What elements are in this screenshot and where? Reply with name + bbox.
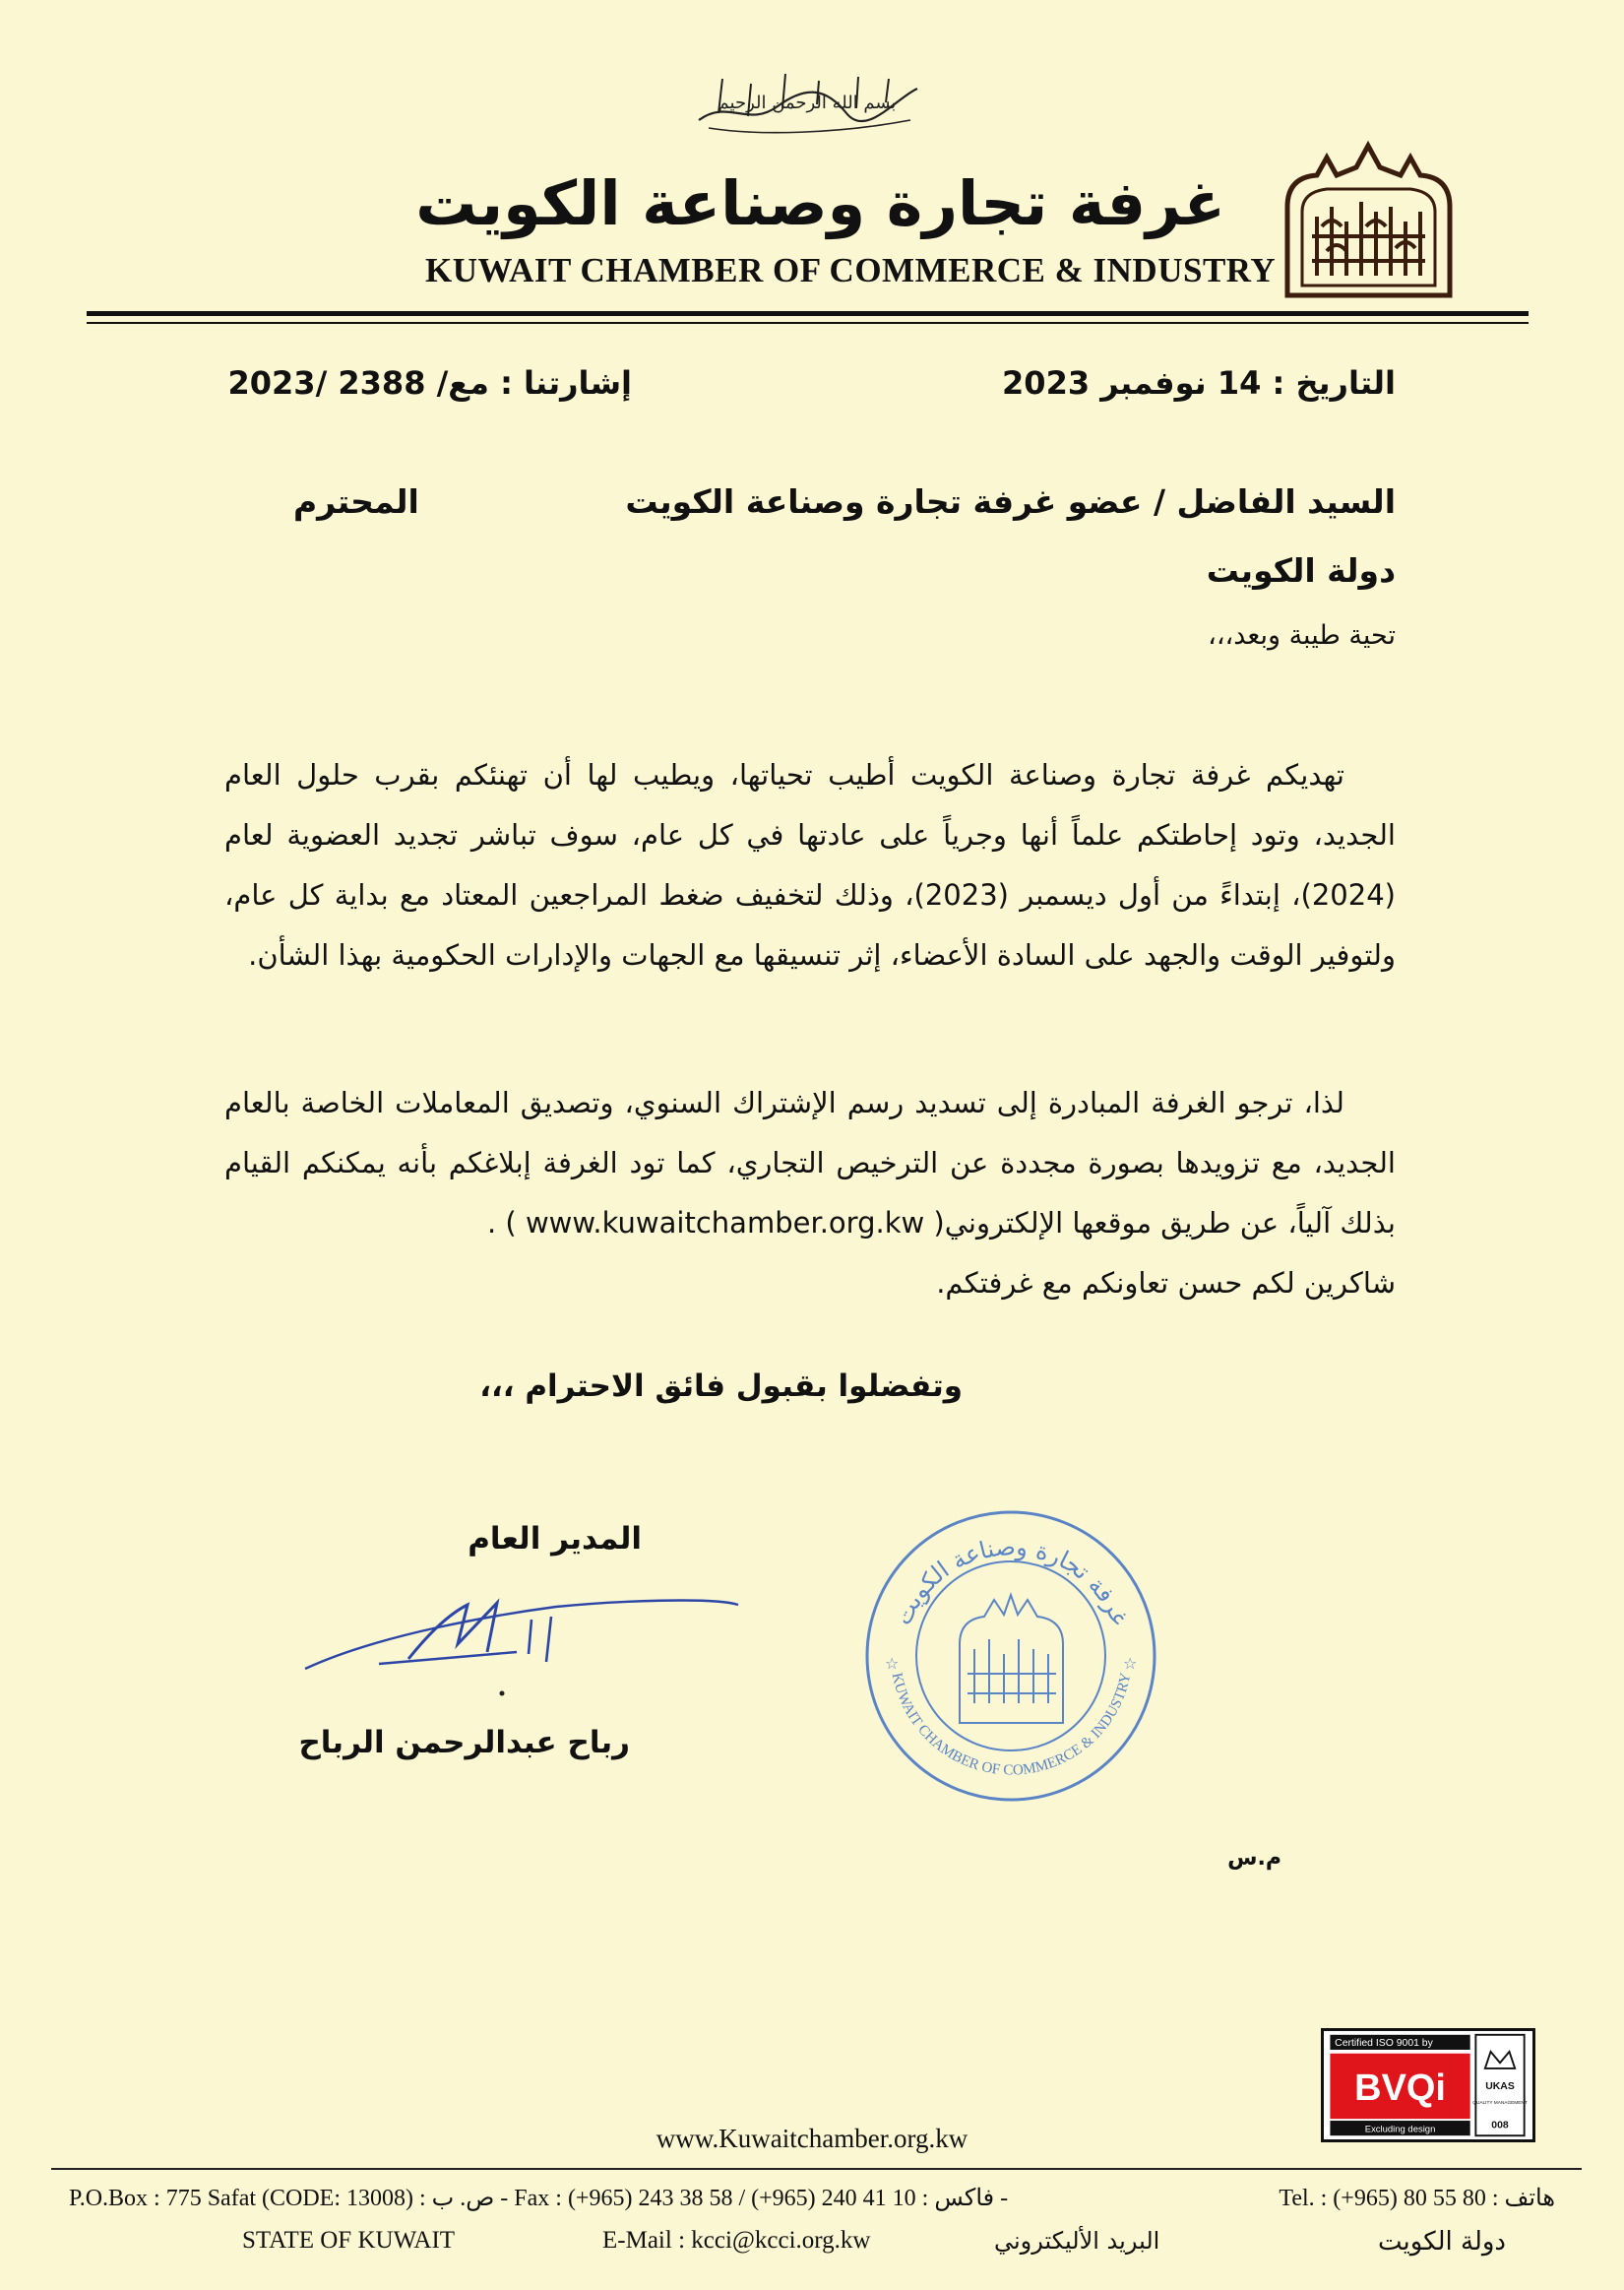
addressee-country: دولة الكويت [1206, 551, 1396, 590]
stamp-text-arabic: غرفة تجارة وصناعة الكويت [889, 1533, 1134, 1629]
greeting: تحية طيبة وبعد،،، [1208, 620, 1396, 651]
signatory-name: رباح عبدالرحمن الرباح [298, 1725, 630, 1760]
closing-line: وتفضلوا بقبول فائق الاحترام ،،، [479, 1368, 963, 1404]
typist-initials: م.س [1227, 1846, 1281, 1871]
letter-date [1002, 364, 1396, 402]
handwritten-signature [300, 1575, 743, 1713]
chamber-name-english: KUWAIT CHAMBER OF COMMERCE & INDUSTRY [425, 251, 1277, 289]
footer-country-arabic: دولة الكويت [1378, 2227, 1506, 2257]
stamp-emblem-icon [960, 1595, 1063, 1723]
stamp-text-english: KUWAIT CHAMBER OF COMMERCE & INDUSTRY [888, 1671, 1135, 1779]
signatory-title: المدير العام [468, 1521, 642, 1557]
reference-label: إشارتنا : مع/ [436, 364, 632, 402]
cert-ukas-text: UKAS [1485, 2080, 1515, 2092]
header-rule-thin [87, 322, 1529, 324]
cert-ukas-sub-text: QUALITY MANAGEMENT [1472, 2100, 1528, 2106]
stamp-star-icon: ☆ [885, 1654, 900, 1673]
body-thanks: شاكرين لكم حسن تعاونكم مع غرفتكم. [936, 1266, 1396, 1300]
letter-reference [228, 364, 633, 402]
body-paragraph-2-text: لذا، ترجو الغرفة المبادرة إلى تسديد رسم الإشتراك السنوي، وتصديق المعاملات الخاصة بالعام الجديد، مع تزويدها بصورة مجددة عن الترخيص التجاري، كما تود الغرفة إبلاغكم بأنه يمكنكم القيام بذلك آلياً، عن طريق موقعها الإلكتروني( www.kuwaitchamber.org.kw ) . [224, 1086, 1396, 1240]
cert-bottom-text: Excluding design [1364, 2124, 1436, 2135]
footer-telephone: Tel. : (+965) 80 55 80 : هاتف [1279, 2186, 1555, 2211]
date-label: التاريخ : [1272, 364, 1396, 402]
stamp-star-icon: ☆ [1123, 1654, 1138, 1673]
footer-website: www.Kuwaitchamber.org.kw [656, 2124, 968, 2153]
basmala-text: بسم الله الرحمن الرحيم [718, 93, 897, 113]
date-value: 14 نوفمبر 2023 [1002, 364, 1262, 402]
footer-email: E-Mail : kcci@kcci.org.kw [602, 2227, 871, 2254]
chamber-logo-icon [1268, 138, 1469, 300]
footer-email-label-arabic: البريد الأليكتروني [994, 2227, 1160, 2255]
addressee-salutation: السيد الفاضل / عضو غرفة تجارة وصناعة الكويت [625, 482, 1396, 521]
footer-pobox-fax: P.O.Box : 775 Safat (CODE: 13008) : ص. ب - Fax : (+965) 243 38 58 / (+965) 240 41 10 : فاكس - [69, 2186, 1009, 2211]
cert-ukas-number: 008 [1491, 2120, 1509, 2131]
basmala-calligraphy [689, 59, 925, 138]
addressee-respect: المحترم [293, 482, 419, 521]
cert-top-text: Certified ISO 9001 by [1335, 2038, 1433, 2050]
cert-brand-text: BVQi [1354, 2067, 1446, 2110]
chamber-name-arabic: غرفة تجارة وصناعة الكويت [415, 167, 1225, 239]
official-stamp [861, 1506, 1161, 1807]
body-paragraph-1: تهديكم غرفة تجارة وصناعة الكويت أطيب تحياتها، ويطيب لها أن تهنئكم بقرب حلول العام الجديد، وتود إحاطتكم علماً أنها وجرياً على عادتها في كل عام، سوف تباشر تجديد العضوية لعام (2024)، إبتداءً من أول ديسمبر (2023)، وذلك لتخفيف ضغط المراجعين المعتاد مع بداية كل عام، ولتوفير الوقت والجهد على السادة الأعضاء، إثر تنسيقها مع الجهات والإدارات الحكومية بهذا الشأن. [224, 758, 1396, 972]
reference-value: 2388 /2023 [227, 364, 426, 402]
header-rule-thick [87, 311, 1529, 316]
body-paragraph-2 [224, 1073, 1396, 1313]
addressee-line [293, 482, 1396, 521]
footer-rule [51, 2168, 1582, 2170]
footer-state: STATE OF KUWAIT [242, 2227, 456, 2254]
